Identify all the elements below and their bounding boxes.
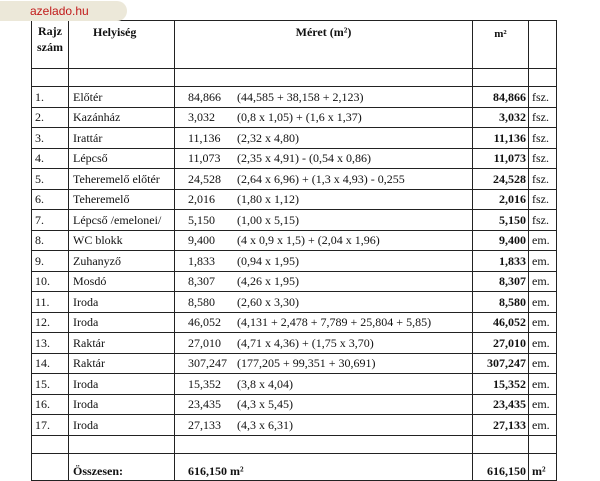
row-number: 14. [32, 353, 69, 374]
area-value: 24,528 [473, 169, 529, 190]
floor-label: em. [529, 271, 557, 292]
area-value: 15,352 [473, 374, 529, 395]
size-value: 23,435 [188, 397, 221, 412]
area-value: 1,833 [473, 251, 529, 272]
room-name: Raktár [69, 333, 175, 354]
row-number: 2. [32, 107, 69, 128]
area-value: 307,247 [473, 353, 529, 374]
total-value: 616,150 m² [175, 453, 473, 480]
room-name: WC blokk [69, 230, 175, 251]
table-row [32, 210, 557, 231]
floor-label: em. [529, 312, 557, 333]
room-name: Irattár [69, 128, 175, 149]
table-row [32, 394, 557, 415]
floor-label: em. [529, 415, 557, 436]
row-number: 15. [32, 374, 69, 395]
size-formula: (1,00 x 5,15) [237, 212, 299, 227]
area-value: 8,307 [473, 271, 529, 292]
size-value: 84,866 [188, 89, 221, 104]
area-value: 27,010 [473, 333, 529, 354]
size-cell [175, 169, 473, 190]
size-formula: (4,26 x 1,95) [237, 274, 299, 289]
room-name: Iroda [69, 394, 175, 415]
size-value: 27,010 [188, 335, 221, 350]
size-value: 24,528 [188, 171, 221, 186]
header-room: Helyiség [69, 21, 175, 69]
size-value: 46,052 [188, 315, 221, 330]
size-formula: (4,131 + 2,478 + 7,789 + 25,804 + 5,85) [237, 315, 432, 330]
room-name: Előtér [69, 87, 175, 108]
floor-label: fsz. [529, 107, 557, 128]
table-row [32, 189, 557, 210]
row-number: 17. [32, 415, 69, 436]
row-number: 7. [32, 210, 69, 231]
size-value: 11,136 [188, 130, 221, 145]
header-floor [529, 21, 557, 69]
total-unit: m² [529, 453, 557, 480]
table-row [32, 251, 557, 272]
table-row [32, 333, 557, 354]
size-formula: (4,3 x 5,45) [237, 397, 293, 412]
size-value: 11,073 [188, 151, 221, 166]
floor-label: em. [529, 292, 557, 313]
size-value: 2,016 [188, 192, 215, 207]
area-value: 2,016 [473, 189, 529, 210]
floor-label: em. [529, 333, 557, 354]
size-cell [175, 189, 473, 210]
row-number: 10. [32, 271, 69, 292]
size-cell [175, 292, 473, 313]
size-formula: (0,8 x 1,05) + (1,6 x 1,37) [237, 110, 362, 125]
size-value: 8,307 [188, 274, 215, 289]
table-row [32, 169, 557, 190]
row-number: 1. [32, 87, 69, 108]
total-area: 616,150 [473, 453, 529, 480]
site-name: azelado.hu [30, 4, 89, 18]
header-size: Méret (m²) [175, 21, 473, 69]
area-value: 3,032 [473, 107, 529, 128]
table-row [32, 107, 557, 128]
row-number: 5. [32, 169, 69, 190]
table-row [32, 353, 557, 374]
size-formula: (177,205 + 99,351 + 30,691) [237, 356, 376, 371]
row-number: 16. [32, 394, 69, 415]
size-formula: (0,94 x 1,95) [237, 253, 299, 268]
total-row [32, 453, 557, 480]
room-area-table [31, 20, 557, 481]
size-cell [175, 251, 473, 272]
room-name: Iroda [69, 415, 175, 436]
row-number: 9. [32, 251, 69, 272]
room-name: Zuhanyző [69, 251, 175, 272]
size-value: 3,032 [188, 110, 215, 125]
site-logo-badge[interactable] [0, 1, 127, 21]
size-formula: (4,3 x 6,31) [237, 417, 293, 432]
floor-label: fsz. [529, 169, 557, 190]
area-value: 46,052 [473, 312, 529, 333]
room-name: Mosdó [69, 271, 175, 292]
row-number: 4. [32, 148, 69, 169]
room-name: Teheremelő [69, 189, 175, 210]
size-value: 8,580 [188, 294, 215, 309]
total-label: Összesen: [69, 453, 175, 480]
size-formula: (1,80 x 1,12) [237, 192, 299, 207]
table-row [32, 87, 557, 108]
size-cell [175, 415, 473, 436]
table-row [32, 312, 557, 333]
floor-label: fsz. [529, 87, 557, 108]
header-row [32, 21, 557, 69]
table-row [32, 292, 557, 313]
room-name: Iroda [69, 312, 175, 333]
table-row [32, 271, 557, 292]
floor-label: em. [529, 251, 557, 272]
table-row [32, 415, 557, 436]
area-value: 23,435 [473, 394, 529, 415]
size-formula: (2,64 x 6,96) + (1,3 x 4,93) - 0,255 [237, 171, 405, 186]
spacer-row [32, 69, 557, 87]
row-number: 11. [32, 292, 69, 313]
size-value: 15,352 [188, 376, 221, 391]
room-name: Raktár [69, 353, 175, 374]
size-cell [175, 353, 473, 374]
floor-label: fsz. [529, 210, 557, 231]
size-cell [175, 333, 473, 354]
size-cell [175, 128, 473, 149]
room-name: Teheremelő előtér [69, 169, 175, 190]
size-formula: (4 x 0,9 x 1,5) + (2,04 x 1,96) [237, 233, 380, 248]
size-value: 5,150 [188, 212, 215, 227]
floor-label: fsz. [529, 128, 557, 149]
table-row [32, 148, 557, 169]
room-name: Lépcső [69, 148, 175, 169]
header-area: m² [473, 21, 529, 69]
row-number: 12. [32, 312, 69, 333]
size-cell [175, 394, 473, 415]
size-formula: (2,32 x 4,80) [237, 130, 299, 145]
size-cell [175, 230, 473, 251]
table-row [32, 374, 557, 395]
floor-label: em. [529, 374, 557, 395]
area-value: 11,136 [473, 128, 529, 149]
area-value: 11,073 [473, 148, 529, 169]
size-cell [175, 148, 473, 169]
floor-label: em. [529, 394, 557, 415]
size-cell [175, 87, 473, 108]
size-value: 1,833 [188, 253, 215, 268]
size-value: 27,133 [188, 417, 221, 432]
row-number: 3. [32, 128, 69, 149]
table-row [32, 128, 557, 149]
floor-label: em. [529, 230, 557, 251]
size-formula: (4,71 x 4,36) + (1,75 x 3,70) [237, 335, 374, 350]
size-cell [175, 374, 473, 395]
size-value: 9,400 [188, 233, 215, 248]
table-row [32, 230, 557, 251]
row-number: 8. [32, 230, 69, 251]
spacer-row [32, 435, 557, 453]
area-value: 27,133 [473, 415, 529, 436]
area-value: 5,150 [473, 210, 529, 231]
size-cell [175, 107, 473, 128]
floor-label: fsz. [529, 148, 557, 169]
size-formula: (2,35 x 4,91) - (0,54 x 0,86) [237, 151, 371, 166]
size-formula: (3,8 x 4,04) [237, 376, 293, 391]
size-value: 307,247 [188, 356, 227, 371]
floor-label: em. [529, 353, 557, 374]
header-drawing-number: Rajz szám [32, 21, 69, 69]
row-number: 13. [32, 333, 69, 354]
area-value: 8,580 [473, 292, 529, 313]
room-name: Kazánház [69, 107, 175, 128]
area-value: 9,400 [473, 230, 529, 251]
room-name: Lépcső /emelonei/ [69, 210, 175, 231]
room-name: Iroda [69, 374, 175, 395]
room-name: Iroda [69, 292, 175, 313]
floor-label: fsz. [529, 189, 557, 210]
area-value: 84,866 [473, 87, 529, 108]
size-formula: (2,60 x 3,30) [237, 294, 299, 309]
size-cell [175, 312, 473, 333]
size-cell [175, 271, 473, 292]
size-cell [175, 210, 473, 231]
row-number: 6. [32, 189, 69, 210]
size-formula: (44,585 + 38,158 + 2,123) [237, 89, 364, 104]
